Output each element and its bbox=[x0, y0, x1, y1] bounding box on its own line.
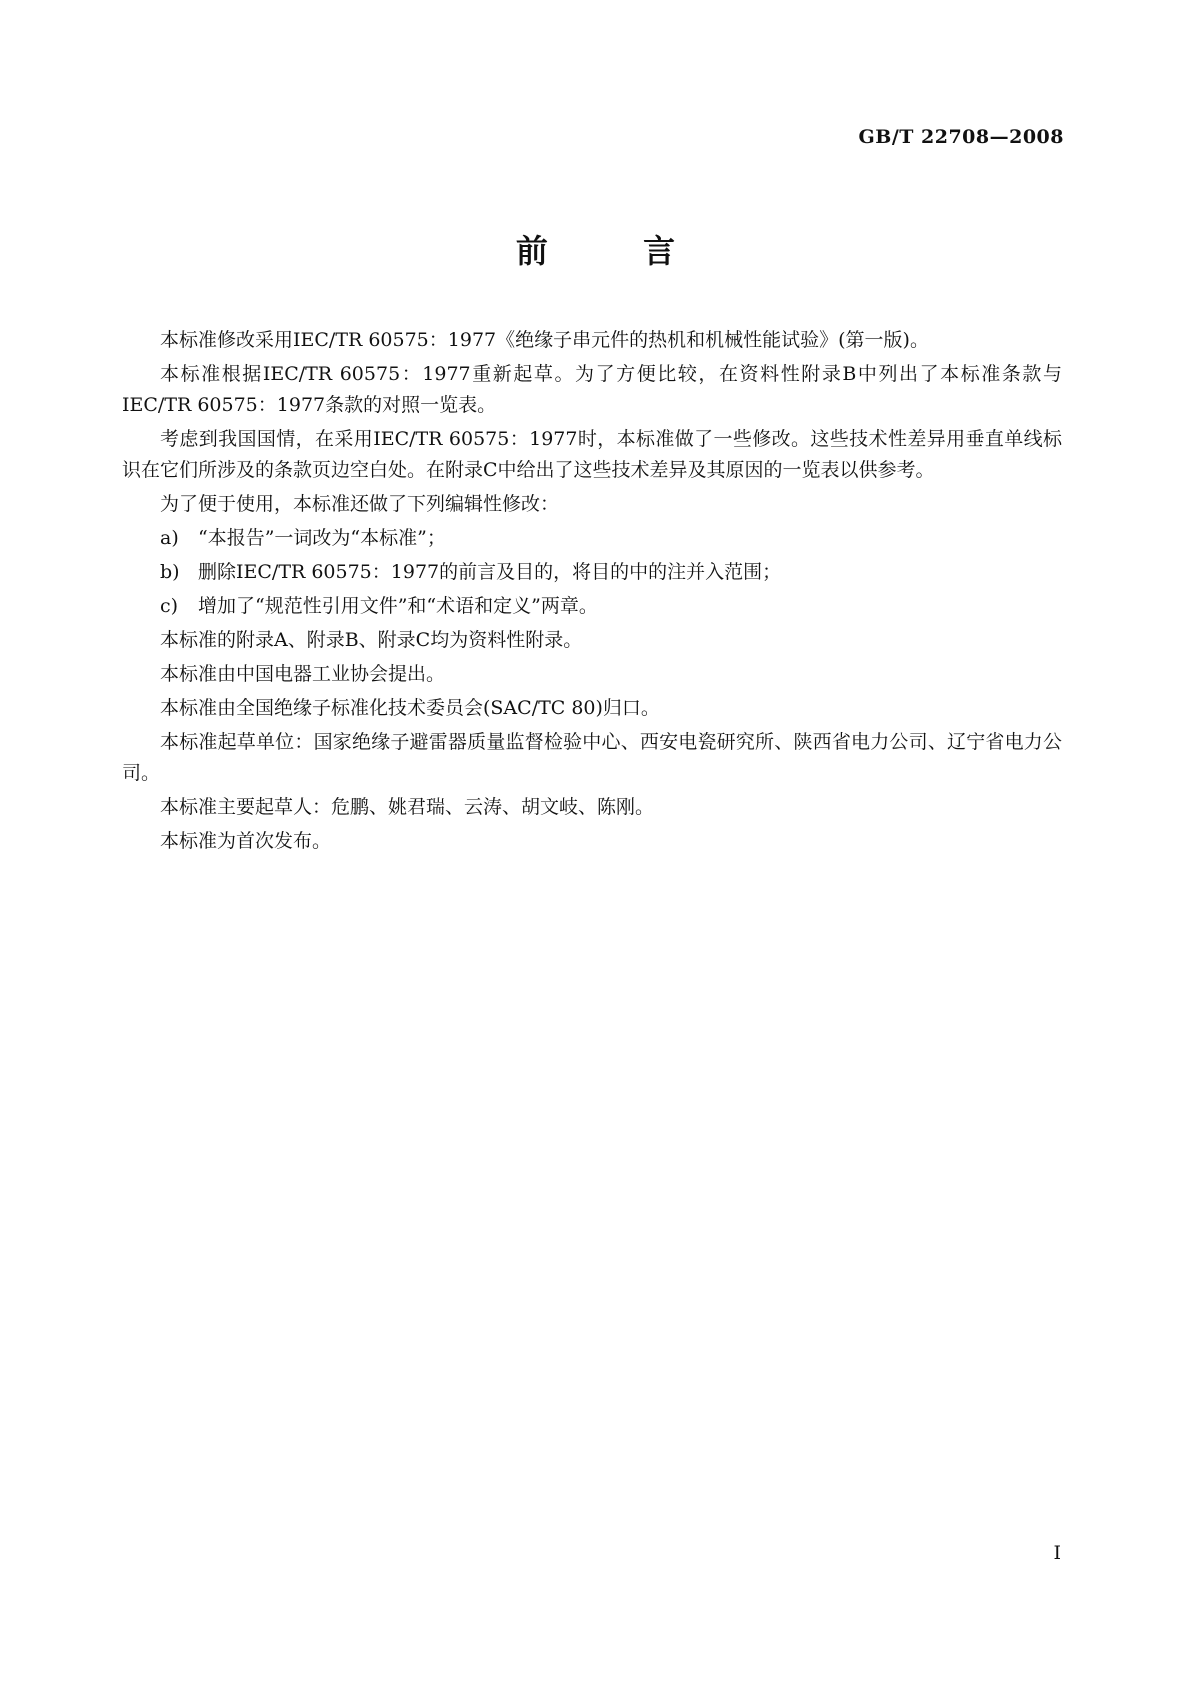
paragraph-first-release: 本标准为首次发布。 bbox=[160, 830, 332, 852]
standard-number: GB/T 22708—2008 bbox=[858, 126, 1064, 148]
list-item-text: 删除IEC/TR 60575：1977的前言及目的，将目的中的注并入范围； bbox=[198, 561, 782, 583]
list-item-text: 增加了“规范性引用文件”和“术语和定义”两章。 bbox=[198, 595, 598, 617]
paragraph-drafters: 本标准主要起草人：危鹏、姚君瑞、云涛、胡文岐、陈刚。 bbox=[160, 796, 655, 818]
list-item bbox=[122, 591, 1062, 622]
list-item-marker: c) bbox=[160, 595, 179, 617]
page-number: I bbox=[1053, 1542, 1061, 1564]
paragraph-proposer: 本标准由中国电器工业协会提出。 bbox=[160, 663, 446, 685]
list-item bbox=[122, 523, 1062, 554]
paragraph-drafting-basis: 本标准根据IEC/TR 60575：1977重新起草。为了方便比较，在资料性附录B中列出了本标准条款与IEC/TR 60575：1977条款的对照一览表。 bbox=[122, 363, 1062, 416]
list-item-text: “本报告”一词改为“本标准”； bbox=[198, 527, 446, 549]
foreword-body bbox=[122, 325, 1062, 860]
list-item-marker: b) bbox=[160, 561, 180, 583]
paragraph-technical-differences: 考虑到我国国情，在采用IEC/TR 60575：1977时，本标准做了一些修改。这些技术性差异用垂直单线标识在它们所涉及的条款页边空白处。在附录C中给出了这些技术差异及其原因的一览表以供参考。 bbox=[122, 428, 1062, 481]
paragraph-adoption: 本标准修改采用IEC/TR 60575：1977《绝缘子串元件的热机和机械性能试验》(第一版)。 bbox=[160, 329, 929, 351]
paragraph-drafting-units: 本标准起草单位：国家绝缘子避雷器质量监督检验中心、西安电瓷研究所、陕西省电力公司、辽宁省电力公司。 bbox=[122, 731, 1062, 784]
paragraph-annexes: 本标准的附录A、附录B、附录C均为资料性附录。 bbox=[160, 629, 583, 651]
paragraph-editorial-intro: 为了便于使用，本标准还做了下列编辑性修改： bbox=[160, 493, 560, 515]
list-item bbox=[122, 557, 1062, 588]
page-title: 前 言 bbox=[515, 232, 718, 270]
paragraph-committee: 本标准由全国绝缘子标准化技术委员会(SAC/TC 80)归口。 bbox=[160, 697, 660, 719]
list-item-marker: a) bbox=[160, 527, 179, 549]
